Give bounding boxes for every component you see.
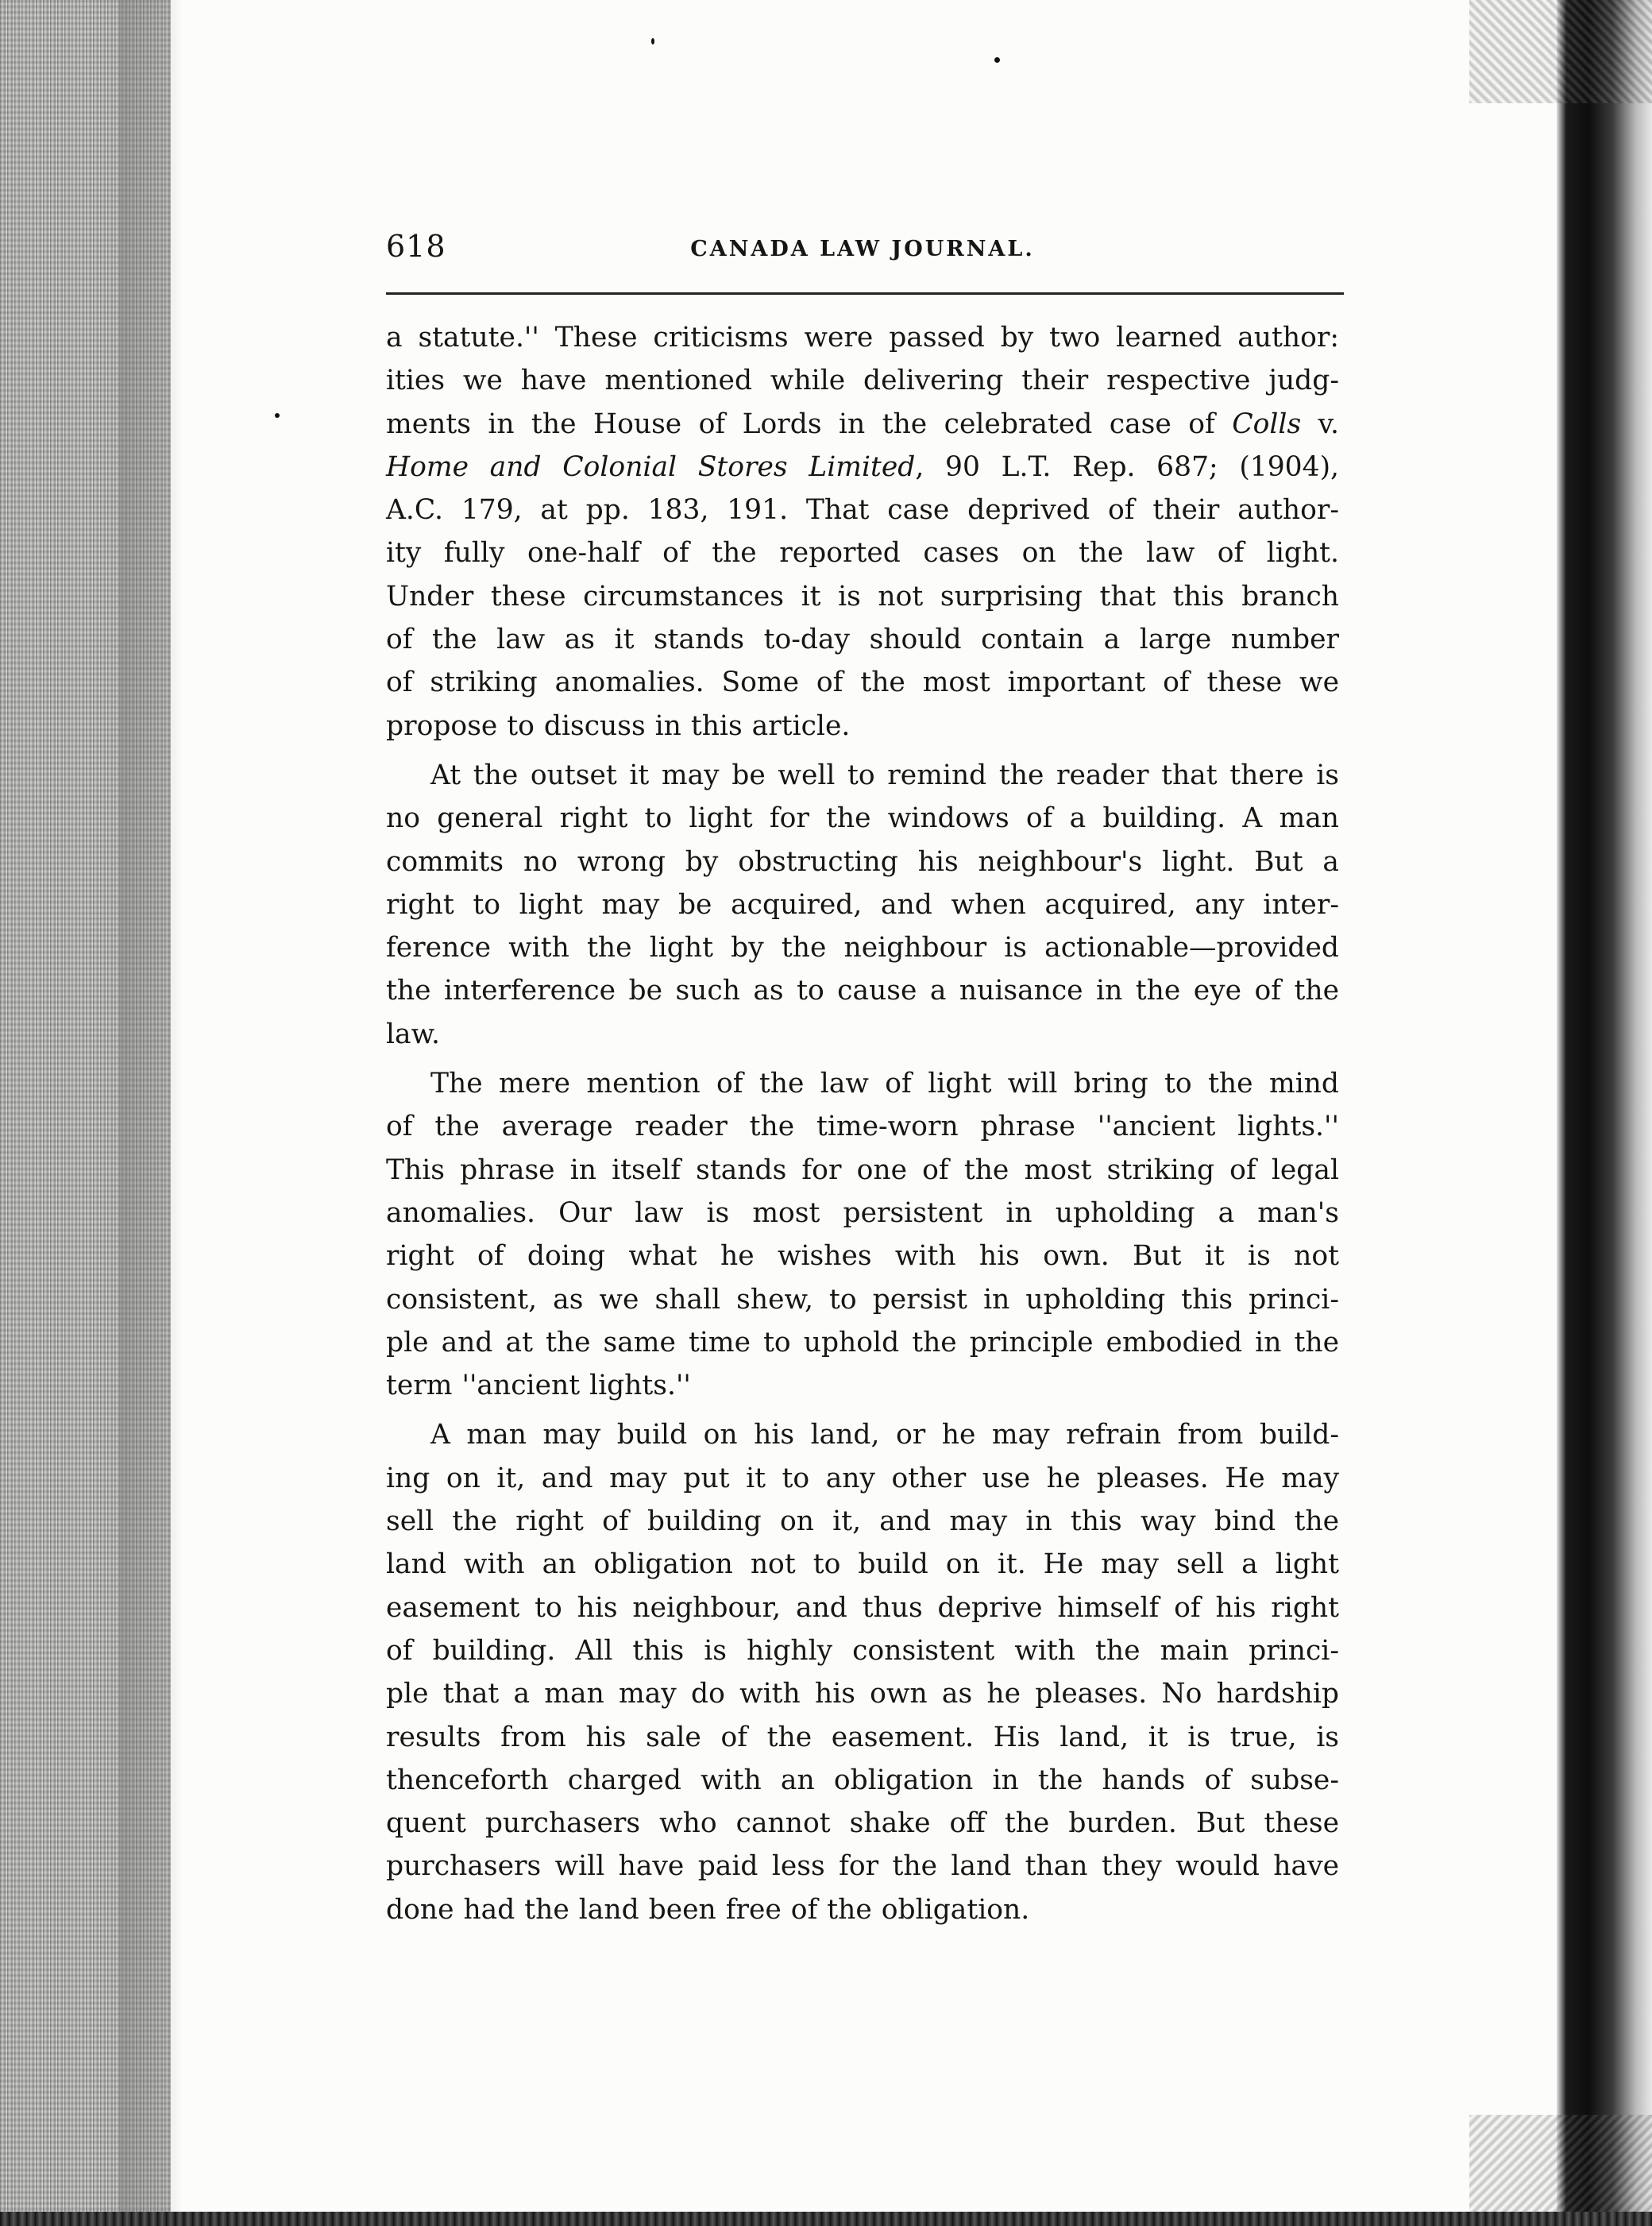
text-line: law. [386,1018,441,1050]
text-line: results from his sale of the easement. His land, it is true, is [386,1721,1339,1753]
ink-speck [994,57,1000,63]
text-line: This phrase in itself stands for one of the most striking of legal [386,1154,1339,1186]
header-rule [386,292,1344,295]
text-line: ference with the light by the neighbour is actionable—provided [386,932,1339,964]
journal-page [386,226,1340,1926]
text-line: of the average reader the time-worn phrase ''ancient lights.'' [386,1111,1339,1143]
text-line: Home and Colonial Stores Limited, 90 L.T. Rep. 687; (1904), [386,450,1340,483]
text-line: a statute.'' These criticisms were passed by two learned author: [386,322,1339,354]
text-line: ments in the House of Lords in the celebrated case of Colls v. [386,408,1339,440]
text-line: anomalies. Our law is most persistent in upholding a man's [386,1196,1339,1229]
text-line: A.C. 179, at pp. 183, 191. That case deprived of their author- [386,494,1339,527]
text-line: ple that a man may do with his own as he pleases. No hardship [386,1678,1339,1710]
text-line: commits no wrong by obstructing his neighbour's light. But a [386,845,1339,878]
page-header [386,226,1339,281]
paragraph [386,754,1339,1056]
text-line: right to light may be acquired, and when acquired, any inter- [386,888,1339,921]
text-line: purchasers will have paid less for the land than they would have [386,1850,1339,1883]
text-line: ity fully one-half of the reported cases on the law of light. [386,537,1339,570]
text-line: the interference be such as to cause a nuisance in the eye of the [386,975,1339,1007]
running-head: CANADA LAW JOURNAL. [690,237,1035,261]
text-line: land with an obligation not to build on it. He may sell a light [386,1548,1339,1581]
page-number: 618 [386,229,446,264]
text-line: sell the right of building on it, and may in this way bind the [386,1505,1339,1538]
scan-corner-top-right [1469,0,1652,103]
text-line: easement to his neighbour, and thus deprive himself of his right [386,1591,1339,1624]
paragraph [386,1413,1339,1931]
scan-edge-right-binding [1557,0,1652,2226]
scan-corner-bottom-right [1469,2115,1652,2226]
text-line: done had the land been free of the obligation. [386,1893,1030,1926]
text-line: term ''ancient lights.'' [386,1370,691,1402]
text-line: ities we have mentioned while delivering their respective judg- [386,365,1339,397]
text-line: The mere mention of the law of light will bring to the mind [430,1068,1339,1100]
text-line: A man may build on his land, or he may refrain from build- [430,1419,1339,1451]
text-line: ple and at the same time to uphold the principle embodied in the [386,1326,1339,1358]
paragraph [386,1062,1339,1407]
text-line: of striking anomalies. Some of the most important of these we [386,667,1339,699]
text-line: right of doing what he wishes with his own. But it is not [386,1240,1339,1273]
article-body [386,316,1339,1938]
text-line: thenceforth charged with an obligation in the hands of subse- [386,1764,1339,1796]
text-line: ing on it, and may put it to any other use he pleases. He may [386,1462,1339,1494]
text-line: quent purchasers who cannot shake off the burden. But these [386,1807,1339,1840]
ink-speck [275,413,280,418]
scan-edge-left-shadow [119,0,183,2226]
text-line: of the law as it stands to-day should contain a large number [386,624,1339,656]
text-line: of building. All this is highly consistent with the main princi- [386,1634,1339,1667]
text-line: At the outset it may be well to remind the reader that there is [430,759,1339,791]
text-line: Under these circumstances it is not surprising that this branch [386,580,1339,613]
ink-speck [651,38,654,44]
text-line: propose to discuss in this article. [386,709,851,742]
paragraph [386,316,1339,748]
text-line: consistent, as we shall shew, to persist in upholding this princi- [386,1283,1339,1316]
scan-edge-bottom [0,2212,1652,2226]
text-line: no general right to light for the windows of a building. A man [386,802,1339,835]
